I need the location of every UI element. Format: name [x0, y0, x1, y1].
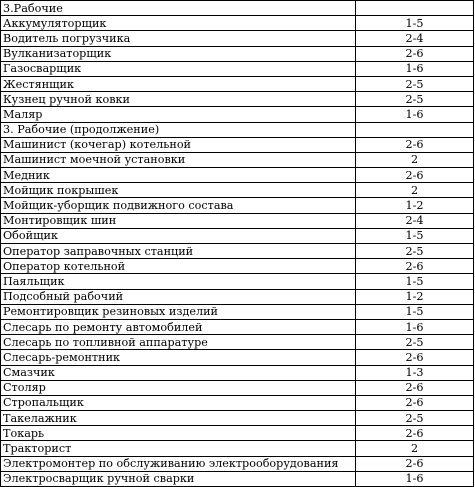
- grade-range-cell: [356, 1, 474, 16]
- table-row: [1, 289, 474, 304]
- grade-range-cell: [356, 122, 474, 137]
- grade-range-cell: 1-5: [356, 274, 474, 289]
- profession-name-cell: Такелажник: [1, 411, 356, 426]
- table-row: [1, 456, 474, 471]
- table-row: [1, 244, 474, 259]
- table-row: [1, 471, 474, 486]
- profession-name-cell: Мойщик-уборщик подвижного состава: [1, 198, 356, 213]
- grade-range-cell: 2-5: [356, 335, 474, 350]
- table-row: [1, 335, 474, 350]
- table-body: [1, 1, 474, 487]
- table-row: [1, 92, 474, 107]
- grade-range-cell: 1-5: [356, 228, 474, 243]
- grade-range-cell: 1-6: [356, 471, 474, 486]
- profession-name-cell: Электросварщик ручной сварки: [1, 471, 356, 486]
- profession-name-cell: Маляр: [1, 107, 356, 122]
- grade-range-cell: 2-6: [356, 456, 474, 471]
- table-row: [1, 107, 474, 122]
- grade-range-cell: 2-6: [356, 395, 474, 410]
- grade-range-cell: 1-2: [356, 289, 474, 304]
- grade-range-cell: 1-6: [356, 107, 474, 122]
- grade-range-cell: 2-5: [356, 92, 474, 107]
- table-row: [1, 46, 474, 61]
- profession-name-cell: Паяльщик: [1, 274, 356, 289]
- table-row: [1, 228, 474, 243]
- grade-range-cell: 1-2: [356, 198, 474, 213]
- grade-range-cell: 2-6: [356, 350, 474, 365]
- profession-name-cell: Столяр: [1, 380, 356, 395]
- profession-name-cell: Газосварщик: [1, 61, 356, 76]
- profession-name-cell: Кузнец ручной ковки: [1, 92, 356, 107]
- table-row: [1, 198, 474, 213]
- profession-name-cell: Тракторист: [1, 441, 356, 456]
- profession-name-cell: Подсобный рабочий: [1, 289, 356, 304]
- profession-name-cell: Обойщик: [1, 228, 356, 243]
- profession-name-cell: Вулканизаторщик: [1, 46, 356, 61]
- grade-range-cell: 2: [356, 183, 474, 198]
- profession-name-cell: Медник: [1, 168, 356, 183]
- table-row: [1, 441, 474, 456]
- profession-name-cell: Оператор котельной: [1, 259, 356, 274]
- profession-name-cell: Ремонтировщик резиновых изделий: [1, 304, 356, 319]
- table-row: [1, 411, 474, 426]
- table-row: [1, 61, 474, 76]
- table-row: [1, 350, 474, 365]
- profession-name-cell: Смазчик: [1, 365, 356, 380]
- table-row: [1, 183, 474, 198]
- table-row: [1, 304, 474, 319]
- table-row: [1, 152, 474, 167]
- grade-range-cell: 2-6: [356, 380, 474, 395]
- grade-range-cell: 1-5: [356, 304, 474, 319]
- grade-range-cell: 2-5: [356, 76, 474, 91]
- grade-range-cell: 2-6: [356, 426, 474, 441]
- grade-range-cell: 2: [356, 152, 474, 167]
- table-row: [1, 380, 474, 395]
- table-row: [1, 137, 474, 152]
- profession-name-cell: Слесарь по топливной аппаратуре: [1, 335, 356, 350]
- table-row: [1, 395, 474, 410]
- profession-name-cell: Электромонтер по обслуживанию электрооборудования: [1, 456, 356, 471]
- table-row: [1, 76, 474, 91]
- profession-name-cell: Жестянщик: [1, 76, 356, 91]
- table-row: [1, 16, 474, 31]
- table-row: [1, 426, 474, 441]
- profession-name-cell: Аккумуляторщик: [1, 16, 356, 31]
- profession-name-cell: Оператор заправочных станций: [1, 244, 356, 259]
- grade-range-cell: 1-5: [356, 16, 474, 31]
- table-row: [1, 168, 474, 183]
- grade-range-cell: 2: [356, 441, 474, 456]
- grade-range-cell: 2-4: [356, 213, 474, 228]
- grade-range-cell: 2-5: [356, 244, 474, 259]
- section-header-row: [1, 1, 474, 16]
- grade-range-cell: 2-6: [356, 259, 474, 274]
- profession-name-cell: 3. Рабочие (продолжение): [1, 122, 356, 137]
- profession-name-cell: Монтировщик шин: [1, 213, 356, 228]
- table-row: [1, 213, 474, 228]
- grade-range-cell: 1-6: [356, 319, 474, 334]
- table-row: [1, 274, 474, 289]
- grade-range-cell: 2-6: [356, 137, 474, 152]
- grade-range-cell: 2-6: [356, 168, 474, 183]
- profession-name-cell: Стропальщик: [1, 395, 356, 410]
- grade-range-cell: 2-6: [356, 46, 474, 61]
- profession-name-cell: Машинист (кочегар) котельной: [1, 137, 356, 152]
- table-row: [1, 365, 474, 380]
- grade-range-cell: 2-4: [356, 31, 474, 46]
- table-row: [1, 319, 474, 334]
- profession-name-cell: 3.Рабочие: [1, 1, 356, 16]
- grade-range-cell: 1-3: [356, 365, 474, 380]
- profession-name-cell: Мойщик покрышек: [1, 183, 356, 198]
- profession-name-cell: Токарь: [1, 426, 356, 441]
- profession-name-cell: Слесарь по ремонту автомобилей: [1, 319, 356, 334]
- table-row: [1, 31, 474, 46]
- profession-name-cell: Слесарь-ремонтник: [1, 350, 356, 365]
- profession-name-cell: Машинист моечной установки: [1, 152, 356, 167]
- profession-name-cell: Водитель погрузчика: [1, 31, 356, 46]
- grade-range-cell: 2-5: [356, 411, 474, 426]
- grade-range-cell: 1-6: [356, 61, 474, 76]
- section-header-row: [1, 122, 474, 137]
- table-row: [1, 259, 474, 274]
